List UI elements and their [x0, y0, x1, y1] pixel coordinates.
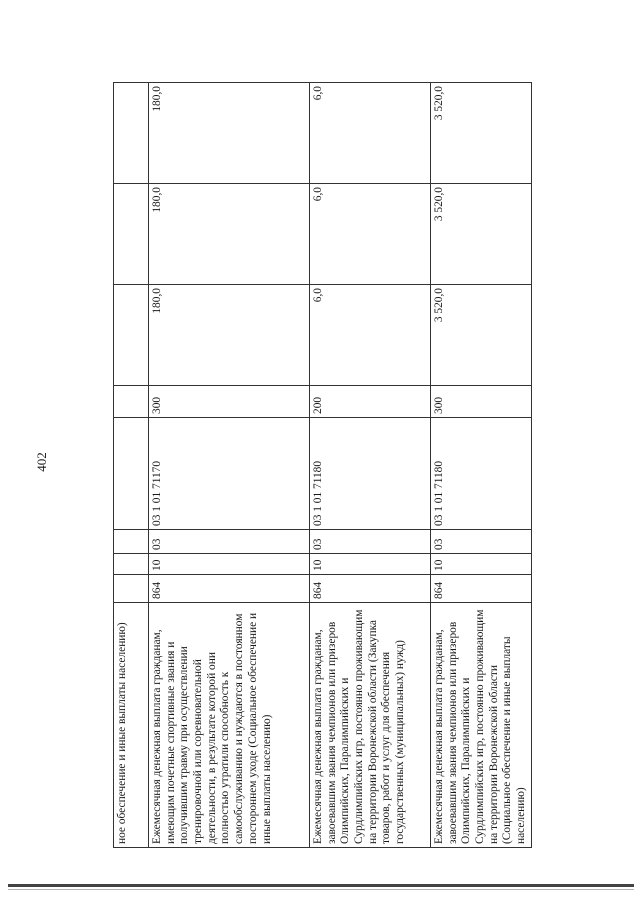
section-cell: [114, 554, 149, 575]
expense-type-cell: 300: [149, 386, 310, 418]
expense-type-cell: [114, 386, 149, 418]
scan-edge-line-secondary: [8, 889, 634, 890]
target-article-cell: 03 1 01 71170: [149, 418, 310, 530]
amount-cell-3: 6,0: [310, 83, 431, 184]
gov-cell: [114, 575, 149, 603]
amount-cell-2: [114, 184, 149, 285]
amount-cell-1: 3 520,0: [431, 285, 532, 386]
amount-cell-2: 6,0: [310, 184, 431, 285]
table-row: [431, 83, 532, 848]
target-article-cell: [114, 418, 149, 530]
amount-cell-3: 3 520,0: [431, 83, 532, 184]
scan-edge-line: [8, 884, 634, 887]
amount-cell-3: [114, 83, 149, 184]
table-row: [114, 83, 149, 848]
amount-cell-1: 6,0: [310, 285, 431, 386]
subsection-cell: [114, 530, 149, 554]
budget-table: [113, 82, 532, 848]
section-cell: 10: [310, 554, 431, 575]
amount-cell-2: 3 520,0: [431, 184, 532, 285]
subsection-cell: 03: [149, 530, 310, 554]
amount-cell-1: [114, 285, 149, 386]
amount-cell-2: 180,0: [149, 184, 310, 285]
section-cell: 10: [431, 554, 532, 575]
row-name-cell: Ежемесячная денежная выплата гражданам, имеющим почетные спортивные звания и получившим травму при осуществлении тренировочной или соревновательной деятельности, в результате которой они полностью утратили способность к самообслуживанию и нуждаются в постоянном постороннем уходе (Социальное обеспечение и иные выплаты населению): [149, 603, 310, 848]
row-name-cell: Ежемесячная денежная выплата гражданам, завоевавшим звания чемпионов или призеров Олимпийских, Паралимпийских и Сурдлимпийских игр, постоянно проживающим на территории Воронежской области (Социальное обеспечение и иные выплаты населению): [431, 603, 532, 848]
table-row: [149, 83, 310, 848]
page-number: 402: [34, 452, 49, 472]
target-article-cell: 03 1 01 71180: [310, 418, 431, 530]
subsection-cell: 03: [310, 530, 431, 554]
amount-cell-1: 180,0: [149, 285, 310, 386]
gov-cell: 864: [310, 575, 431, 603]
gov-cell: 864: [149, 575, 310, 603]
subsection-cell: 03: [431, 530, 532, 554]
row-name-cell: Ежемесячная денежная выплата гражданам, завоевавшим звания чемпионов или призеров Олимпийских, Паралимпийских и Сурдлимпийских игр, постоянно проживающим на территории Воронежской области (Закупка товаров, работ и услуг для обеспечения государственных (муниципальных) нужд): [310, 603, 431, 848]
expense-type-cell: 300: [431, 386, 532, 418]
amount-cell-3: 180,0: [149, 83, 310, 184]
table-row: [310, 83, 431, 848]
gov-cell: 864: [431, 575, 532, 603]
row-name-cell: ное обеспечение и иные выплаты населению): [114, 603, 149, 848]
budget-table-rotated: [113, 83, 528, 848]
section-cell: 10: [149, 554, 310, 575]
target-article-cell: 03 1 01 71180: [431, 418, 532, 530]
expense-type-cell: 200: [310, 386, 431, 418]
